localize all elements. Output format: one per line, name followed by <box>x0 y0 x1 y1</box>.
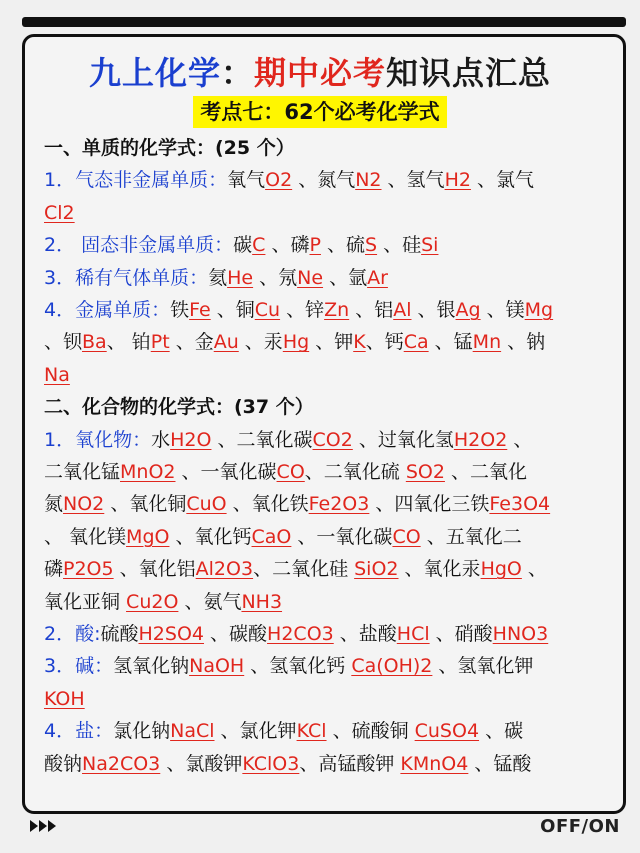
text-segment: 二氧化锰 <box>44 461 121 483</box>
text-line <box>44 521 604 553</box>
text-segment: 、镁 <box>480 299 525 321</box>
text-segment: 、硅 <box>377 234 422 257</box>
category-label: 2． 固态非金属单质： <box>44 234 234 257</box>
text-segment: 、硝酸 <box>429 623 493 645</box>
text-segment: 、铝 <box>349 299 394 321</box>
chemical-formula: Pt <box>150 331 170 354</box>
chemical-formula: MgO <box>126 525 170 548</box>
chemical-formula: KClO3 <box>242 752 300 775</box>
text-segment: 、氢气 <box>381 169 445 192</box>
subtitle-wrap <box>0 96 640 128</box>
text-segment: 、 <box>507 428 533 451</box>
text-segment: 、 氧化镁 <box>44 525 127 548</box>
text-segment: 、氧化钙 <box>169 525 252 548</box>
chemical-formula: O2 <box>265 169 293 192</box>
chemical-formula: KMnO4 <box>400 752 469 775</box>
chemical-formula: Ag <box>455 299 481 321</box>
text-segment: 、钙 <box>365 331 404 354</box>
chemical-formula: Cu2O <box>126 590 179 613</box>
category-label: 1．氧化物： <box>44 428 152 451</box>
text-line <box>44 326 604 358</box>
chemical-formula: Mg <box>524 299 554 321</box>
chemical-formula: NaOH <box>189 655 245 678</box>
chemical-formula: Au <box>213 331 239 354</box>
text-segment: 、氖 <box>253 266 298 289</box>
chemical-formula: Zn <box>324 299 350 321</box>
chemical-formula: HgO <box>480 558 522 581</box>
text-segment: 铁 <box>170 299 190 321</box>
text-segment: 氧化亚铜 <box>44 590 127 613</box>
text-segment: 、氨气 <box>178 590 242 613</box>
chemical-formula: Hg <box>282 331 310 354</box>
chemical-formula: H2 <box>444 169 471 192</box>
chemical-formula: N2 <box>355 169 382 192</box>
chemical-formula: H2O <box>170 428 212 451</box>
text-segment: 硫酸 <box>100 623 139 645</box>
category-label: 4．盐： <box>44 720 114 743</box>
chemical-formula: CaO <box>251 525 292 548</box>
chemical-formula: Al2O3 <box>195 558 254 581</box>
text-segment: 、一氧化碳 <box>175 461 277 483</box>
text-segment: 、锰酸 <box>468 752 532 775</box>
chemical-formula: CO <box>392 525 421 548</box>
title-part1: 九上化学 <box>88 54 221 92</box>
chemical-formula: CO2 <box>312 428 353 451</box>
chemical-formula: KCl <box>296 720 327 743</box>
text-line <box>44 262 604 294</box>
chemical-formula: NO2 <box>63 493 105 516</box>
text-line <box>44 683 604 715</box>
text-segment: 、氢氧化钾 <box>432 655 534 678</box>
text-segment: 、钡 <box>44 331 83 354</box>
category-label: 3．稀有气体单质： <box>44 266 209 289</box>
text-segment: 、一氧化碳 <box>291 525 393 548</box>
text-segment: 、二氧化碳 <box>211 428 313 451</box>
chemical-formula: NaCl <box>170 720 215 743</box>
text-segment: 、钠 <box>501 331 546 354</box>
chemical-formula: K <box>353 331 366 354</box>
text-line <box>44 650 604 682</box>
text-line <box>44 715 604 747</box>
chemical-formula: C <box>252 234 266 257</box>
chemical-formula: MnO2 <box>120 461 176 483</box>
text-segment: 、碳酸 <box>204 623 268 645</box>
text-segment: 、四氧化三铁 <box>369 493 490 516</box>
text-segment: 磷 <box>44 558 64 581</box>
text-line <box>44 294 604 326</box>
text-segment: 、银 <box>411 299 456 321</box>
chemical-formula: Ar <box>367 266 388 289</box>
chemical-formula: Mn <box>472 331 502 354</box>
text-segment: 、盐酸 <box>333 623 397 645</box>
category-label: 2．酸: <box>44 623 101 645</box>
text-segment: 、 <box>521 558 547 581</box>
text-line <box>44 197 604 229</box>
text-line <box>44 229 604 261</box>
text-segment: 、锌 <box>280 299 325 321</box>
chemical-formula: CuO <box>186 493 227 516</box>
category-label: 3．碱： <box>44 655 114 678</box>
chemical-formula: NH3 <box>241 590 283 613</box>
text-segment: 酸钠 <box>44 752 83 775</box>
chemical-formula: CuSO4 <box>414 720 480 743</box>
chemical-formula: HCl <box>396 623 430 645</box>
text-segment: 、汞 <box>238 331 283 354</box>
chemical-formula: Ca <box>403 331 429 354</box>
text-line <box>44 488 604 520</box>
chemical-formula: Si <box>421 234 439 257</box>
chemical-formula: H2SO4 <box>138 623 204 645</box>
chemical-formula: Cu <box>254 299 281 321</box>
text-segment: 、铜 <box>210 299 255 321</box>
text-segment: 、过氧化氢 <box>352 428 454 451</box>
text-segment: 、五氧化二 <box>420 525 522 548</box>
text-segment: 、氢氧化钙 <box>244 655 352 678</box>
text-segment: 氯化钠 <box>113 720 171 743</box>
text-line <box>44 456 604 488</box>
chemical-formula: P <box>309 234 321 257</box>
chemical-formula: H2CO3 <box>267 623 334 645</box>
text-line <box>44 391 604 423</box>
text-segment: 、氮气 <box>292 169 356 192</box>
text-segment: 水 <box>151 428 171 451</box>
text-segment: 碳 <box>233 234 253 257</box>
chemical-formula: Ne <box>297 266 324 289</box>
text-segment: 、氯化钾 <box>214 720 297 743</box>
chemical-formula: P2O5 <box>63 558 114 581</box>
text-line <box>44 586 604 618</box>
title-part2: 期中必考 <box>254 54 387 92</box>
text-line <box>44 132 604 164</box>
text-segment: 、锰 <box>428 331 473 354</box>
text-line <box>44 553 604 585</box>
text-line <box>44 359 604 391</box>
chemical-formula: CO <box>276 461 305 483</box>
text-segment: 、金 <box>169 331 214 354</box>
text-segment: 、氧化汞 <box>398 558 481 581</box>
text-line <box>44 618 604 650</box>
text-segment: 、碳 <box>479 720 524 743</box>
text-segment: 、氧化铁 <box>226 493 309 516</box>
text-segment: 、氩 <box>323 266 368 289</box>
text-segment: 、二氧化硅 <box>253 558 355 581</box>
text-segment: 氢氧化钠 <box>113 655 190 678</box>
text-segment: 氦 <box>208 266 228 289</box>
text-segment: 、氧化铜 <box>104 493 187 516</box>
text-segment: 、硫酸铜 <box>326 720 415 743</box>
chemical-formula: Fe <box>189 299 211 321</box>
text-segment: 、硫 <box>320 234 365 257</box>
text-line <box>44 164 604 196</box>
chemical-formula: Na2CO3 <box>82 752 161 775</box>
chemical-formula: Al <box>393 299 412 321</box>
chemical-formula: Na <box>44 363 70 386</box>
text-line <box>44 424 604 456</box>
subtitle-highlight: 考点七：62个必考化学式 <box>193 96 446 128</box>
off-on-label: OFF/ON <box>540 816 620 837</box>
text-segment: 、磷 <box>265 234 310 257</box>
chemical-formula: HNO3 <box>492 623 549 645</box>
title-colon: ： <box>220 54 254 92</box>
category-label: 4．金属单质： <box>44 299 171 321</box>
text-segment: 、氯酸钾 <box>160 752 243 775</box>
text-segment: 、 铂 <box>106 331 151 354</box>
chemical-formula: S <box>365 234 378 257</box>
top-bar <box>22 17 626 27</box>
chemical-formula: KOH <box>44 687 85 710</box>
chemical-formula: SiO2 <box>354 558 399 581</box>
text-segment: 、钾 <box>309 331 354 354</box>
text-segment: 、氯气 <box>470 169 534 192</box>
chemical-formula: Cl2 <box>44 201 75 224</box>
title-part3: 知识点汇总 <box>386 54 552 92</box>
section-heading: 二、化合物的化学式：(37 个） <box>44 396 314 419</box>
chemical-formula: Fe2O3 <box>308 493 370 516</box>
text-segment: 、氧化铝 <box>113 558 196 581</box>
text-segment: 、高锰酸钾 <box>299 752 401 775</box>
page-title <box>0 48 640 94</box>
text-line <box>44 748 604 780</box>
text-segment: 、二氧化硫 <box>304 461 406 483</box>
section-heading: 一、单质的化学式：(25 个） <box>44 137 295 159</box>
text-segment: 氮 <box>44 493 64 516</box>
chemical-formula: He <box>227 266 254 289</box>
text-segment: 、二氧化 <box>444 461 527 483</box>
chemical-formula: H2O2 <box>453 428 508 451</box>
chemical-formula: Ca(OH)2 <box>351 655 433 678</box>
chemical-formula: Ba <box>82 331 107 354</box>
chemical-formula: Fe3O4 <box>489 493 551 516</box>
category-label: 1．气态非金属单质： <box>44 169 228 192</box>
text-segment: 氧气 <box>227 169 266 192</box>
chemical-formula: SO2 <box>405 461 445 483</box>
